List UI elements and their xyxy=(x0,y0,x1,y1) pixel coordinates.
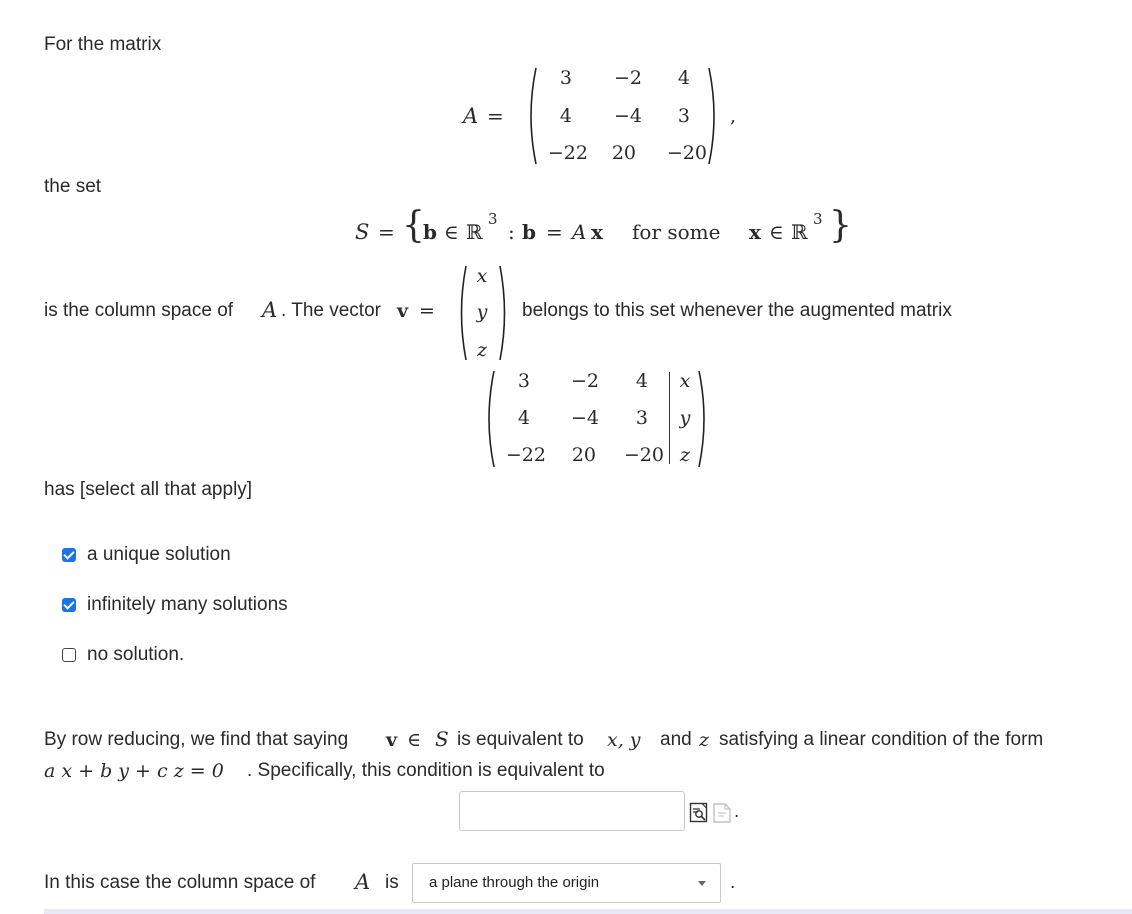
matrix-a-comma: , xyxy=(730,105,737,127)
matrix-a-cell: 4 xyxy=(677,67,690,89)
set-for-some: for some xyxy=(632,220,721,244)
matrix-a-equals: = xyxy=(487,104,504,128)
bottom-divider xyxy=(44,909,1132,914)
set-exp2: 3 xyxy=(813,210,823,228)
left-paren-icon xyxy=(523,66,539,166)
aug-cell: 20 xyxy=(571,444,596,466)
column-space-question: In this case the column space of xyxy=(44,872,316,893)
checkbox-infinite[interactable] xyxy=(62,598,76,612)
set-equals: = xyxy=(378,220,395,244)
matrix-a-cell: 3 xyxy=(677,105,690,127)
reduction-l2: . Specifically, this condition is equivalent to xyxy=(247,760,605,781)
matrix-a-cell: 20 xyxy=(611,142,636,164)
aug-cell: x xyxy=(679,370,691,392)
vector-v: v xyxy=(397,300,409,322)
option-label: infinitely many solutions xyxy=(87,594,288,615)
reduction-v: v xyxy=(386,729,398,751)
set-a: A xyxy=(572,220,587,244)
matrix-a-name: A xyxy=(463,104,479,128)
reduction-s: S xyxy=(435,727,449,751)
left-brace-icon: { xyxy=(402,205,425,246)
aug-cell: −4 xyxy=(570,407,599,429)
checkbox-unique[interactable] xyxy=(62,548,76,562)
matrix-a-cell: −2 xyxy=(613,67,642,89)
option-label: no solution. xyxy=(87,644,185,665)
set-colon: : xyxy=(508,220,515,244)
reduction-z: z xyxy=(699,729,710,751)
reduction-post: satisfying a linear condition of the form xyxy=(719,729,1044,750)
aug-left-paren-icon xyxy=(481,369,497,469)
condition-input[interactable] xyxy=(459,791,685,831)
preview-icon[interactable] xyxy=(712,802,732,824)
trailing-dot: . xyxy=(734,801,740,822)
reduction-mid: is equivalent to xyxy=(457,729,584,750)
set-in: ∈ xyxy=(444,220,459,244)
matrix-a-cell: −20 xyxy=(666,142,707,164)
intro-text: For the matrix xyxy=(44,34,162,55)
set-in2: ∈ xyxy=(769,220,784,244)
set-x2: x xyxy=(749,220,761,244)
the-set-text: the set xyxy=(44,176,102,197)
aug-cell: 3 xyxy=(635,407,648,429)
aug-cell: y xyxy=(679,407,691,429)
vector-entry: x xyxy=(476,265,488,287)
matrix-a-cell: −22 xyxy=(547,142,588,164)
vector-left-paren-icon xyxy=(455,264,469,362)
aug-cell: 4 xyxy=(635,370,648,392)
set-eq2: = xyxy=(546,220,563,244)
column-space-a: A xyxy=(355,870,371,894)
vector-equals: = xyxy=(419,300,435,322)
set-b2: b xyxy=(522,220,536,244)
aug-cell: 3 xyxy=(517,370,530,392)
belongs-text: belongs to this set whenever the augmented matrix xyxy=(522,300,952,321)
reduction-pre: By row reducing, we find that saying xyxy=(44,729,349,750)
vector-entry: z xyxy=(476,339,487,361)
right-brace-icon: } xyxy=(829,205,852,246)
column-space-selected: a plane through the origin xyxy=(429,874,600,891)
set-x: x xyxy=(591,220,603,244)
column-space-text: is the column space of xyxy=(44,300,234,321)
set-exp: 3 xyxy=(488,210,498,228)
reduction-in: ∈ xyxy=(407,729,422,751)
column-space-dot: . xyxy=(730,872,736,893)
set-b: b xyxy=(423,220,437,244)
matrix-a-cell: −4 xyxy=(613,105,642,127)
aug-cell: 4 xyxy=(517,407,530,429)
question-text: has [select all that apply] xyxy=(44,479,253,500)
aug-cell: −2 xyxy=(570,370,599,392)
vector-right-paren-icon xyxy=(497,264,511,362)
option-label: a unique solution xyxy=(87,544,231,565)
equation-editor-icon[interactable] xyxy=(689,802,709,824)
aug-cell: −22 xyxy=(505,444,546,466)
column-space-select[interactable] xyxy=(412,863,721,903)
vector-entry: y xyxy=(476,301,488,323)
chevron-down-icon xyxy=(698,881,706,886)
augment-divider xyxy=(669,372,670,464)
right-paren-icon xyxy=(706,66,722,166)
reduction-and: and xyxy=(660,729,692,750)
set-s: S xyxy=(355,220,370,244)
column-space-is: is xyxy=(385,872,399,893)
aug-cell: −20 xyxy=(623,444,664,466)
set-r: ℝ xyxy=(466,220,483,244)
reduction-vars: x, y xyxy=(607,729,641,751)
reduction-form: a x + b y + c z = 0 xyxy=(44,760,224,782)
set-r2: ℝ xyxy=(791,220,808,244)
matrix-a-cell: 4 xyxy=(559,105,572,127)
vector-line-a: A xyxy=(262,298,278,322)
checkbox-none[interactable] xyxy=(62,648,76,662)
vector-line-mid: . The vector xyxy=(281,300,381,321)
aug-cell: z xyxy=(679,444,690,466)
matrix-a-cell: 3 xyxy=(559,67,572,89)
aug-right-paren-icon xyxy=(696,369,712,469)
